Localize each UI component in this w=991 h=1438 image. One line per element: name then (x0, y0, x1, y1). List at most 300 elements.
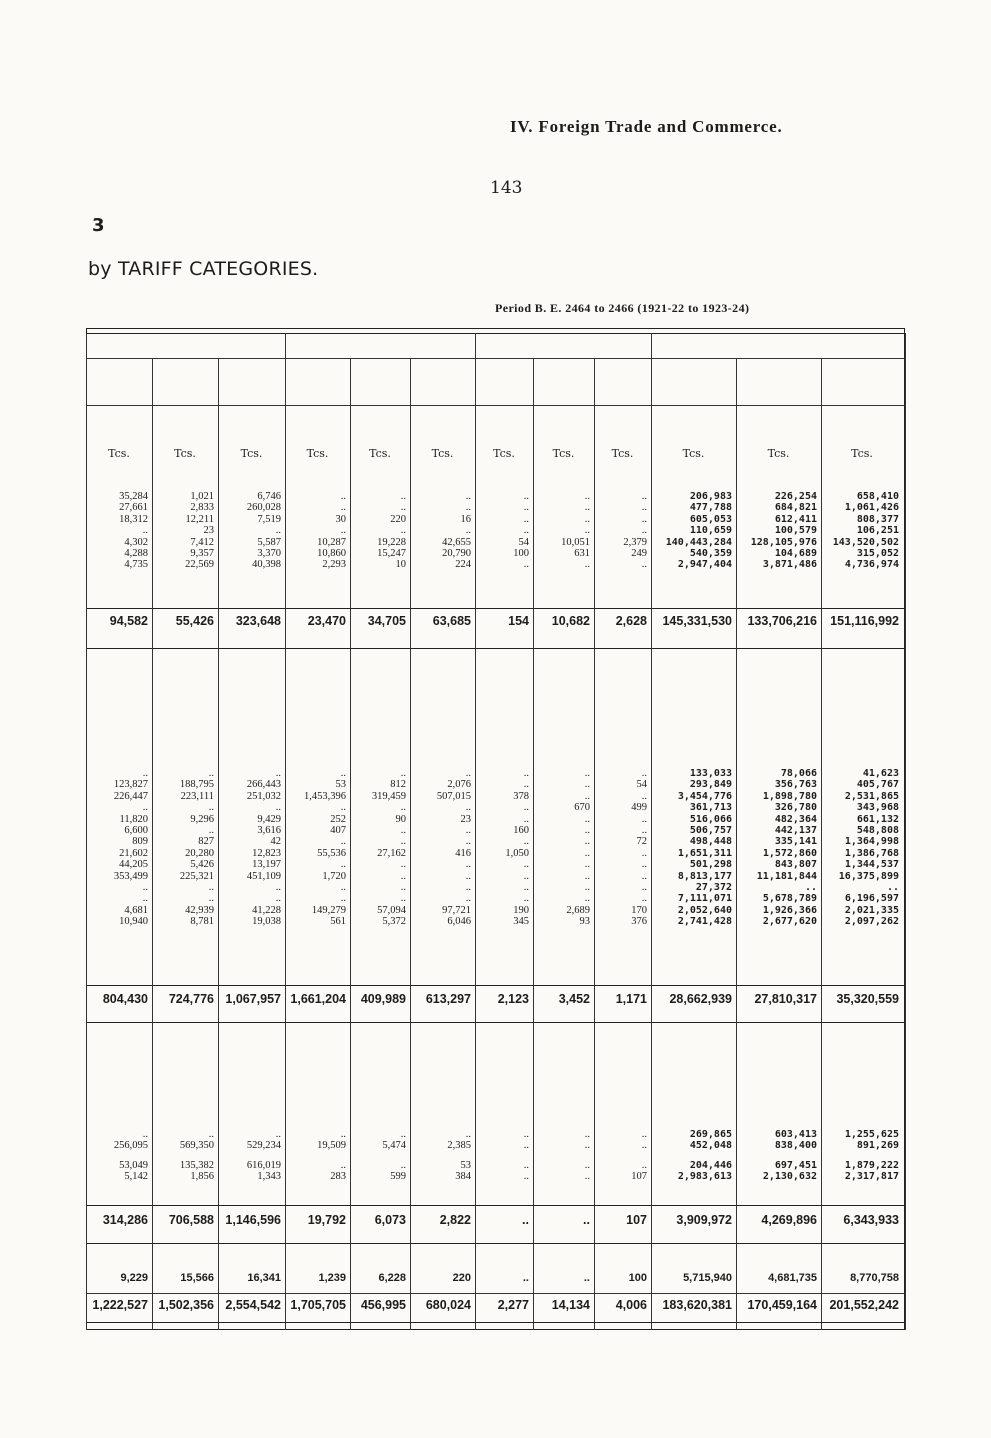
data-cell: 27,162 (377, 847, 406, 859)
section-total: .. (583, 1213, 590, 1227)
data-cell: .. (641, 859, 647, 871)
data-cell: 891,269 (856, 1140, 899, 1152)
data-cell: 249 (631, 547, 647, 559)
data-cell: 293,849 (689, 779, 732, 791)
table-frame-top-rule (86, 333, 905, 334)
data-cell: 97,721 (442, 904, 471, 916)
data-cell: 4,681 (124, 904, 148, 916)
data-column (350, 768, 406, 927)
data-cell: .. (340, 836, 346, 848)
grand-total-cell: 456,995 (360, 1298, 406, 1312)
period-line: Period B. E. 2464 to 2466 (1921-22 to 1923-24) (495, 301, 750, 315)
grand-total-cell: 1,222,527 (92, 1298, 148, 1312)
data-cell: 2,689 (566, 904, 590, 916)
section-total: 6,343,933 (843, 1213, 899, 1227)
data-cell: 6,746 (257, 491, 281, 502)
data-column (651, 768, 732, 927)
data-cell: .. (641, 790, 647, 802)
grand-total-cell: 170,459,164 (747, 1298, 817, 1312)
data-cell: .. (208, 893, 214, 905)
data-cell: .. (523, 502, 529, 514)
data-cell: .. (523, 1159, 529, 1171)
data-cell: .. (641, 1140, 647, 1152)
data-cell: .. (465, 824, 471, 836)
data-cell: .. (208, 824, 214, 836)
data-cell: 4,288 (124, 547, 148, 559)
data-cell: 11,181,844 (756, 870, 817, 882)
data-cell: .. (400, 768, 406, 779)
data-cell: .. (584, 768, 590, 779)
unit-label: Tcs. (767, 447, 790, 460)
data-column (410, 768, 471, 927)
data-cell: 226,447 (113, 790, 148, 802)
data-cell: 133,033 (689, 768, 732, 779)
section-total: 6,073 (374, 1213, 406, 1227)
data-cell: .. (523, 881, 529, 893)
data-cell: .. (400, 881, 406, 893)
data-cell: .. (465, 881, 471, 893)
extra-row-cell: .. (583, 1272, 590, 1284)
data-cell: 599 (390, 1171, 406, 1183)
data-cell: .. (340, 1129, 346, 1140)
table-rule (86, 648, 905, 649)
data-cell: 1,386,768 (844, 847, 899, 859)
data-cell: 42,939 (185, 904, 214, 916)
section-total: 314,286 (102, 1213, 148, 1227)
data-cell: 482,364 (774, 813, 817, 825)
data-column (218, 1129, 281, 1183)
data-cell: 225,321 (179, 870, 214, 882)
data-cell: 8,813,177 (677, 870, 732, 882)
data-cell: .. (142, 768, 148, 779)
data-cell: 4,736,974 (844, 559, 899, 571)
data-cell: 6,046 (447, 916, 471, 928)
data-cell: 54 (518, 536, 529, 548)
data-cell: 2,317,817 (844, 1171, 899, 1183)
data-cell: 13,197 (252, 859, 281, 871)
data-cell: 16 (460, 513, 471, 525)
data-cell: .. (523, 525, 529, 537)
data-cell: 283 (330, 1171, 346, 1183)
section-total: 19,792 (307, 1213, 346, 1227)
data-column (410, 1129, 471, 1183)
data-cell: 416 (455, 847, 471, 859)
data-column (218, 491, 281, 571)
data-cell: .. (400, 491, 406, 502)
data-cell: 128,105,976 (750, 536, 817, 548)
data-cell: 206,983 (689, 491, 732, 502)
data-cell: 378 (513, 790, 529, 802)
data-cell (821, 1152, 899, 1160)
data-cell: 19,228 (377, 536, 406, 548)
data-cell: .. (641, 513, 647, 525)
section-title: IV. Foreign Trade and Commerce. (510, 117, 783, 136)
data-cell: .. (142, 893, 148, 905)
data-column (821, 1129, 899, 1183)
data-cell: .. (641, 847, 647, 859)
data-cell: 2,947,404 (677, 559, 732, 571)
extra-row-cell: 5,715,940 (683, 1272, 732, 1284)
data-cell: .. (465, 502, 471, 514)
data-cell: 5,372 (382, 916, 406, 928)
data-cell: 251,032 (246, 790, 281, 802)
data-cell: 2,983,613 (677, 1171, 732, 1183)
data-cell: .. (340, 525, 346, 537)
data-column (350, 1129, 406, 1183)
data-cell: .. (400, 1129, 406, 1140)
data-cell: .. (340, 859, 346, 871)
data-cell (475, 1152, 529, 1160)
data-column (594, 768, 647, 927)
data-cell: 204,446 (689, 1159, 732, 1171)
data-cell: 149,279 (311, 904, 346, 916)
data-cell: 260,028 (246, 502, 281, 514)
data-cell: 1,879,222 (844, 1159, 899, 1171)
data-cell: 1,898,780 (762, 790, 817, 802)
data-cell: .. (340, 802, 346, 814)
data-cell: .. (208, 881, 214, 893)
data-cell: 3,871,486 (762, 559, 817, 571)
extra-row-cell: 8,770,758 (850, 1272, 899, 1284)
data-cell: 2,076 (447, 779, 471, 791)
data-cell: .. (641, 525, 647, 537)
extra-row-cell: 1,239 (318, 1272, 346, 1284)
section-total: 28,662,939 (669, 992, 732, 1006)
data-cell: .. (641, 1159, 647, 1171)
data-column (594, 491, 647, 571)
data-cell: .. (340, 768, 346, 779)
data-cell: 548,808 (856, 824, 899, 836)
data-cell: 42 (270, 836, 281, 848)
data-cell: 498,448 (689, 836, 732, 848)
data-cell: .. (886, 881, 899, 893)
data-cell: 812 (390, 779, 406, 791)
data-cell: 4,302 (124, 536, 148, 548)
section-total: 706,588 (168, 1213, 214, 1227)
section-total: 27,810,317 (754, 992, 817, 1006)
data-cell: 5,474 (382, 1140, 406, 1152)
data-column (736, 1129, 817, 1183)
data-cell: .. (584, 779, 590, 791)
data-cell: 10,287 (317, 536, 346, 548)
extra-row-cell: 15,566 (180, 1272, 214, 1284)
data-cell: 170 (631, 904, 647, 916)
data-cell: 135,382 (179, 1159, 214, 1171)
data-column (350, 491, 406, 571)
data-cell: 452,048 (689, 1140, 732, 1152)
data-cell: .. (584, 491, 590, 502)
data-cell: 10 (395, 559, 406, 571)
data-cell: 104,689 (774, 547, 817, 559)
data-cell: 223,111 (180, 790, 214, 802)
data-cell: 18,312 (119, 513, 148, 525)
data-cell: 160 (513, 824, 529, 836)
data-cell (86, 1152, 148, 1160)
grand-total-cell: 680,024 (425, 1298, 471, 1312)
table-rule (86, 985, 905, 986)
data-column (651, 491, 732, 571)
data-cell: 93 (579, 916, 590, 928)
data-column (475, 491, 529, 571)
data-cell: 1,050 (505, 847, 529, 859)
data-cell: .. (465, 1129, 471, 1140)
section-total: 35,320,559 (836, 992, 899, 1006)
data-cell: 612,411 (774, 513, 817, 525)
extra-row-cell: .. (522, 1272, 529, 1284)
section-total: 154 (508, 614, 529, 628)
data-cell: 2,052,640 (677, 904, 732, 916)
data-cell: 616,019 (246, 1159, 281, 1171)
data-cell: .. (275, 893, 281, 905)
data-cell: 361,713 (689, 802, 732, 814)
data-cell: 57,094 (377, 904, 406, 916)
data-cell: .. (584, 525, 590, 537)
data-cell: 384 (455, 1171, 471, 1183)
data-cell: .. (584, 813, 590, 825)
data-cell: .. (584, 513, 590, 525)
data-cell: .. (523, 1129, 529, 1140)
data-cell: 603,413 (774, 1129, 817, 1140)
data-column (86, 1129, 148, 1183)
section-total: 151,116,992 (830, 614, 899, 628)
data-cell: .. (523, 893, 529, 905)
data-column (152, 491, 214, 571)
data-cell: 226,254 (774, 491, 817, 502)
data-cell: .. (340, 491, 346, 502)
data-cell: 569,350 (179, 1140, 214, 1152)
data-cell: .. (400, 870, 406, 882)
grand-total-cell: 1,705,705 (290, 1298, 346, 1312)
data-cell: 405,767 (856, 779, 899, 791)
data-cell: 53,049 (119, 1159, 148, 1171)
data-cell: 2,385 (447, 1140, 471, 1152)
data-cell: 1,021 (190, 491, 214, 502)
data-cell: 670 (574, 802, 590, 814)
table-rule (86, 1205, 905, 1206)
grand-total-cell: 2,554,542 (225, 1298, 281, 1312)
section-total: 613,297 (425, 992, 471, 1006)
data-cell: 516,066 (689, 813, 732, 825)
data-column (533, 491, 590, 571)
data-cell: 35,284 (119, 491, 148, 502)
data-cell: .. (465, 491, 471, 502)
data-cell: 1,343 (257, 1171, 281, 1183)
data-cell: .. (275, 881, 281, 893)
data-cell (285, 1152, 346, 1160)
data-column (533, 768, 590, 927)
data-cell: 499 (631, 802, 647, 814)
data-cell: .. (641, 1129, 647, 1140)
data-cell: 1,572,860 (762, 847, 817, 859)
data-cell: 697,451 (774, 1159, 817, 1171)
data-cell: 3,616 (257, 824, 281, 836)
data-cell: 319,459 (371, 790, 406, 802)
data-cell: .. (584, 836, 590, 848)
data-cell: .. (275, 802, 281, 814)
data-cell: .. (804, 881, 817, 893)
data-cell: 5,587 (257, 536, 281, 548)
data-cell: 27,372 (695, 881, 732, 893)
data-cell: 684,821 (774, 502, 817, 514)
data-cell: .. (142, 1129, 148, 1140)
data-cell: .. (523, 813, 529, 825)
data-column (285, 768, 346, 927)
section-total: 1,661,204 (290, 992, 346, 1006)
data-cell: 106,251 (856, 525, 899, 537)
table-number: 3 (92, 215, 105, 236)
data-cell: 100,579 (774, 525, 817, 537)
data-cell: 15,247 (377, 547, 406, 559)
data-cell: .. (641, 491, 647, 502)
data-cell (651, 1152, 732, 1160)
data-cell: .. (465, 893, 471, 905)
data-cell: 7,111,071 (677, 893, 732, 905)
data-cell: .. (523, 491, 529, 502)
data-cell: 143,520,502 (832, 536, 899, 548)
data-column (736, 768, 817, 927)
data-cell: .. (523, 559, 529, 571)
data-column (651, 1129, 732, 1183)
section-total: .. (522, 1213, 529, 1227)
data-cell: 22,569 (185, 559, 214, 571)
section-total: 3,909,972 (676, 1213, 732, 1227)
data-cell: 54 (636, 779, 647, 791)
table-rule (86, 405, 905, 406)
data-cell: 605,053 (689, 513, 732, 525)
data-cell: 4,735 (124, 559, 148, 571)
grand-total-cell: 14,134 (551, 1298, 590, 1312)
data-cell: 10,940 (119, 916, 148, 928)
data-cell: 356,763 (774, 779, 817, 791)
data-column (86, 491, 148, 571)
data-cell: .. (584, 1171, 590, 1183)
table-rule (86, 1322, 905, 1323)
data-cell: .. (208, 802, 214, 814)
section-total: 94,582 (109, 614, 148, 628)
data-cell: .. (641, 813, 647, 825)
unit-label: Tcs. (306, 447, 329, 460)
data-cell: .. (584, 1129, 590, 1140)
data-cell: 107 (631, 1171, 647, 1183)
data-cell: .. (584, 870, 590, 882)
data-cell: 10,051 (561, 536, 590, 548)
data-cell: .. (400, 859, 406, 871)
data-cell: 220 (390, 513, 406, 525)
data-cell: .. (340, 881, 346, 893)
data-cell (594, 1152, 647, 1160)
data-cell: 540,359 (689, 547, 732, 559)
data-cell: .. (523, 1140, 529, 1152)
unit-label: Tcs. (552, 447, 575, 460)
data-cell: 11,820 (119, 813, 148, 825)
data-cell: 100 (513, 547, 529, 559)
unit-label: Tcs. (431, 447, 454, 460)
data-cell: 40,398 (252, 559, 281, 571)
section-total: 1,171 (615, 992, 647, 1006)
data-cell: 12,823 (252, 847, 281, 859)
data-cell: 30 (335, 513, 346, 525)
data-cell: .. (465, 802, 471, 814)
data-cell: 326,780 (774, 802, 817, 814)
page-number: 143 (490, 178, 523, 198)
data-cell: .. (523, 513, 529, 525)
data-cell: 376 (631, 916, 647, 928)
data-column (152, 768, 214, 927)
section-total: 55,426 (175, 614, 214, 628)
data-cell: 53 (335, 779, 346, 791)
data-column (285, 491, 346, 571)
data-cell: .. (584, 881, 590, 893)
data-cell: .. (400, 824, 406, 836)
data-cell: 353,499 (113, 870, 148, 882)
data-cell: .. (208, 1129, 214, 1140)
data-cell: 55,536 (317, 847, 346, 859)
data-cell: 5,678,789 (762, 893, 817, 905)
data-cell: 838,400 (774, 1140, 817, 1152)
data-cell: .. (340, 893, 346, 905)
data-cell: 3,454,776 (677, 790, 732, 802)
data-cell: 140,443,284 (665, 536, 732, 548)
data-cell: 266,443 (246, 779, 281, 791)
data-cell: 20,790 (442, 547, 471, 559)
table-rule (86, 1293, 905, 1294)
data-cell: 661,132 (856, 813, 899, 825)
section-total: 1,067,957 (225, 992, 281, 1006)
data-cell: 72 (636, 836, 647, 848)
data-cell: 658,410 (856, 491, 899, 502)
grand-total-cell: 1,502,356 (158, 1298, 214, 1312)
table-rule (86, 358, 905, 359)
data-cell: 442,137 (774, 824, 817, 836)
data-cell: .. (465, 525, 471, 537)
data-cell: 1,255,625 (844, 1129, 899, 1140)
data-column (475, 1129, 529, 1183)
unit-label: Tcs. (493, 447, 515, 460)
data-cell: .. (465, 768, 471, 779)
data-cell: 7,519 (257, 513, 281, 525)
section-total: 323,648 (235, 614, 281, 628)
extra-row-cell: 16,341 (247, 1272, 281, 1284)
data-cell: .. (584, 859, 590, 871)
unit-label: Tcs. (611, 447, 634, 460)
data-cell (736, 1152, 817, 1160)
section-total: 34,705 (367, 614, 406, 628)
data-cell: 2,833 (190, 502, 214, 514)
data-cell: 23 (460, 813, 471, 825)
data-cell: .. (275, 525, 281, 537)
data-cell: .. (208, 768, 214, 779)
section-total: 63,685 (432, 614, 471, 628)
data-cell: 2,379 (623, 536, 647, 548)
data-cell (410, 1152, 471, 1160)
section-total: 10,682 (551, 614, 590, 628)
data-cell: .. (584, 502, 590, 514)
data-cell: 16,375,899 (838, 870, 899, 882)
extra-row-cell: 220 (452, 1272, 471, 1284)
extra-row-cell: 100 (628, 1272, 647, 1284)
data-cell: 269,865 (689, 1129, 732, 1140)
data-cell: 53 (460, 1159, 471, 1171)
data-cell: 1,926,366 (762, 904, 817, 916)
data-cell: 44,205 (119, 859, 148, 871)
data-cell: 407 (330, 824, 346, 836)
data-cell: .. (584, 893, 590, 905)
section-total: 724,776 (168, 992, 214, 1006)
data-cell: .. (641, 502, 647, 514)
data-cell: 2,130,632 (762, 1171, 817, 1183)
unit-label: Tcs. (369, 447, 391, 460)
data-cell: 506,757 (689, 824, 732, 836)
